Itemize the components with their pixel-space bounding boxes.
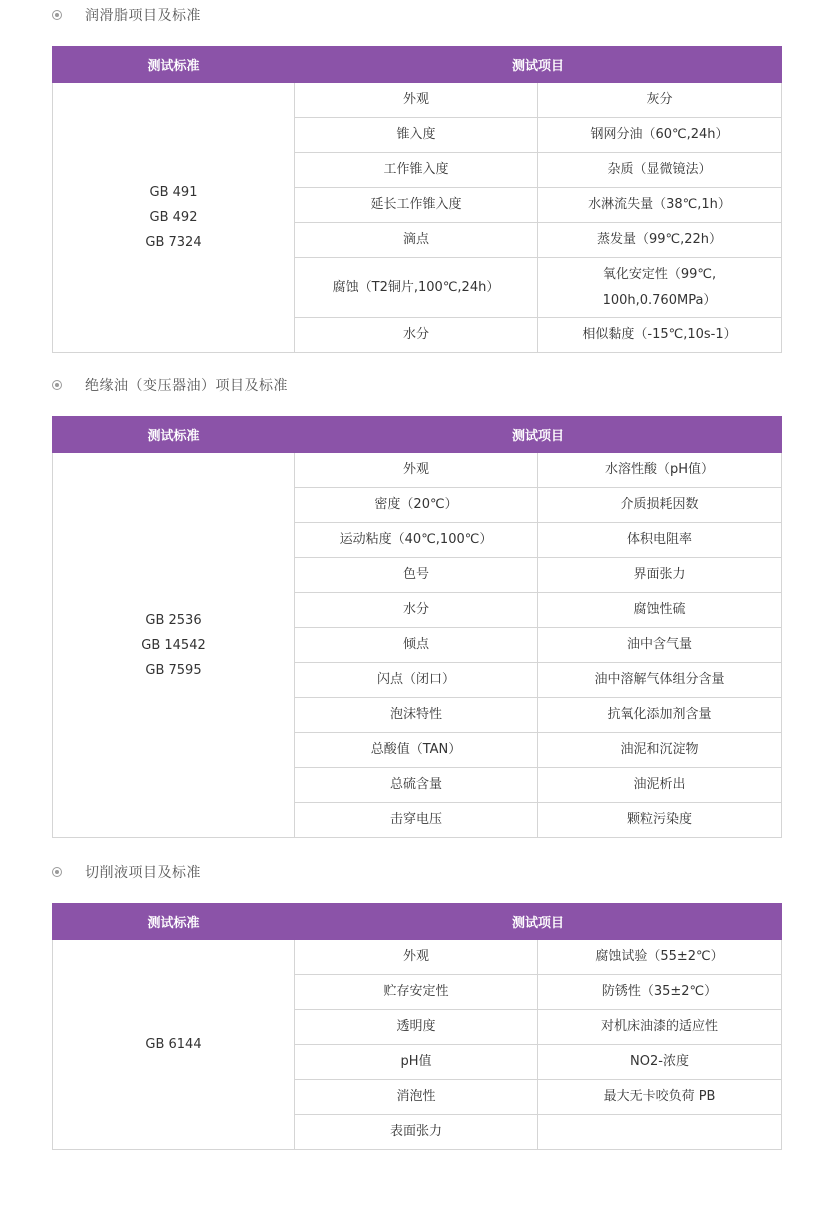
item-cell: 蒸发量（99℃,22h）: [538, 223, 782, 258]
item-cell: 防锈性（35±2℃）: [538, 975, 782, 1010]
header-items: 测试项目: [295, 47, 782, 83]
item-cell: 密度（20℃）: [295, 488, 538, 523]
item-cell: 油泥析出: [538, 768, 782, 803]
section-title: 润滑脂项目及标准: [85, 8, 201, 24]
item-cell: 贮存安定性: [295, 975, 538, 1010]
section-cutting-fluid: [0, 857, 824, 1139]
standard-cell: [53, 83, 295, 353]
bullet-icon: [52, 10, 62, 20]
item-cell: 延长工作锥入度: [295, 188, 538, 223]
item-cell: 倾点: [295, 628, 538, 663]
item-cell: 界面张力: [538, 558, 782, 593]
standard-code: GB 492: [149, 210, 198, 225]
standard-cell: [53, 453, 295, 838]
item-cell: 外观: [295, 83, 538, 118]
item-cell: 外观: [295, 940, 538, 975]
item-cell: 工作锥入度: [295, 153, 538, 188]
item-cell: 水分: [295, 318, 538, 353]
item-cell: 对机床油漆的适应性: [538, 1010, 782, 1045]
spec-table: [52, 416, 782, 838]
table-row: [53, 83, 782, 118]
item-cell: 钢网分油（60℃,24h）: [538, 118, 782, 153]
section-transformer-oil: [0, 370, 824, 827]
section-grease: [0, 0, 824, 342]
item-cell: 灰分: [538, 83, 782, 118]
section-title: 切削液项目及标准: [85, 865, 201, 881]
table-row: [53, 940, 782, 975]
section-heading: [0, 370, 824, 400]
item-cell: [538, 1115, 782, 1150]
standard-code: GB 14542: [141, 637, 206, 653]
item-cell: 腐蚀（T2铜片,100℃,24h）: [295, 258, 538, 318]
table-header-row: [53, 417, 782, 453]
section-heading: [0, 0, 824, 30]
section-title: 绝缘油（变压器油）项目及标准: [85, 378, 288, 394]
header-items: 测试项目: [295, 417, 782, 453]
item-cell: 氧化安定性（99℃, 100h,0.760MPa）: [538, 258, 782, 318]
item-cell: 锥入度: [295, 118, 538, 153]
item-cell: 油中含气量: [538, 628, 782, 663]
item-cell: NO2-浓度: [538, 1045, 782, 1080]
standard-code: GB 2536: [145, 612, 202, 628]
item-cell: 相似黏度（-15℃,10s-1）: [538, 318, 782, 353]
item-cell: 介质损耗因数: [538, 488, 782, 523]
item-cell: 闪点（闭口）: [295, 663, 538, 698]
item-cell: 油泥和沉淀物: [538, 733, 782, 768]
item-cell: 油中溶解气体组分含量: [538, 663, 782, 698]
item-cell: pH值: [295, 1045, 538, 1080]
item-cell: 消泡性: [295, 1080, 538, 1115]
item-cell: 水分: [295, 593, 538, 628]
item-cell: 表面张力: [295, 1115, 538, 1150]
item-cell: 外观: [295, 453, 538, 488]
standard-code: GB 6144: [145, 1037, 202, 1052]
item-cell: 色号: [295, 558, 538, 593]
item-cell: 击穿电压: [295, 803, 538, 838]
item-cell: 水溶性酸（pH值）: [538, 453, 782, 488]
header-standard: 测试标准: [53, 904, 295, 940]
spec-table: [52, 46, 782, 353]
item-cell: 透明度: [295, 1010, 538, 1045]
spec-table: [52, 903, 782, 1150]
item-cell: 腐蚀性硫: [538, 593, 782, 628]
item-cell: 滴点: [295, 223, 538, 258]
bullet-icon: [52, 867, 62, 877]
item-cell: 最大无卡咬负荷 PB: [538, 1080, 782, 1115]
item-cell: 抗氧化添加剂含量: [538, 698, 782, 733]
item-cell: 总硫含量: [295, 768, 538, 803]
table-row: [53, 453, 782, 488]
item-cell: 颗粒污染度: [538, 803, 782, 838]
bullet-icon: [52, 380, 62, 390]
standard-code: GB 7324: [145, 235, 202, 250]
item-cell: 杂质（显微镜法）: [538, 153, 782, 188]
standard-cell: [53, 940, 295, 1150]
section-heading: [0, 857, 824, 887]
table-header-row: [53, 47, 782, 83]
header-items: 测试项目: [295, 904, 782, 940]
standard-code: GB 7595: [145, 662, 202, 678]
header-standard: 测试标准: [53, 47, 295, 83]
standard-code: GB 491: [149, 185, 198, 200]
item-cell: 腐蚀试验（55±2℃）: [538, 940, 782, 975]
item-cell: 泡沫特性: [295, 698, 538, 733]
item-cell: 总酸值（TAN）: [295, 733, 538, 768]
header-standard: 测试标准: [53, 417, 295, 453]
table-header-row: [53, 904, 782, 940]
item-cell: 运动粘度（40℃,100℃）: [295, 523, 538, 558]
item-cell: 水淋流失量（38℃,1h）: [538, 188, 782, 223]
item-cell: 体积电阻率: [538, 523, 782, 558]
